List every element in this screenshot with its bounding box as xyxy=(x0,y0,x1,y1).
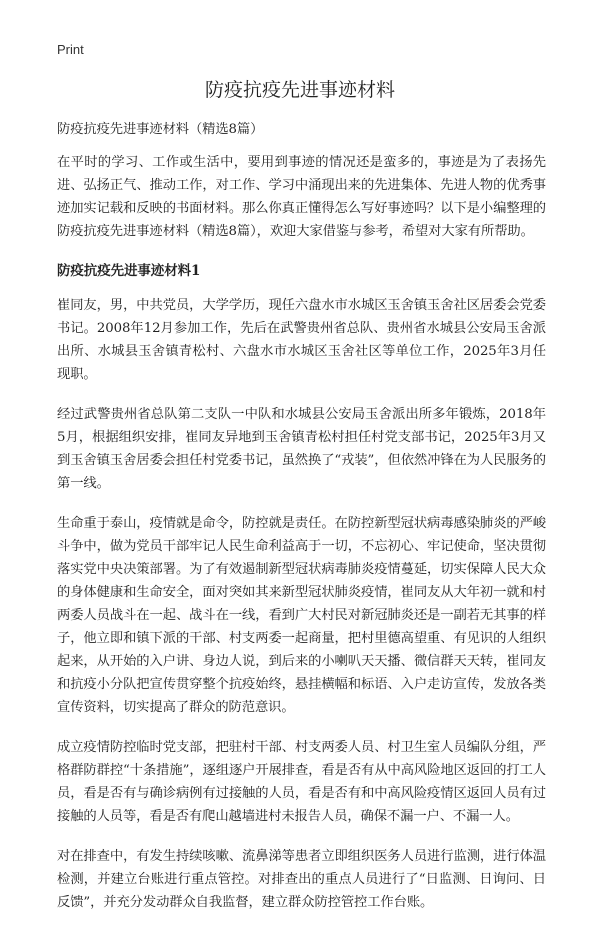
body-paragraph: 经过武警贵州省总队第二支队一中队和水城县公安局玉舍派出所多年锻炼，2018年5月，根据组织安排，崔同友异地到玉舍镇青松村担任村党支部书记，2025年3月又到玉舍镇玉舍居委会担任村党委书记，虽然换了“戎装”，但依然冲锋在为人民服务的第一线。 xyxy=(57,407,546,491)
body-paragraph: 成立疫情防控临时党支部，把驻村干部、村支两委人员、村卫生室人员编队分组，严格群防群控“十条措施”，逐组逐户开展排查，看是否有从中高风险地区返回的打工人员，看是否有与确诊病例有过接触的人员，看是否有和中高风险疫情区返回人员有过接触的人员等，看是否有爬山越墙进村未报告人员，确保不漏一户、不漏一人。 xyxy=(57,740,546,824)
article-subtitle: 防疫抗疫先进事迹材料（精选8篇） xyxy=(57,122,264,137)
section-heading: 防疫抗疫先进事迹材料1 xyxy=(57,263,201,279)
page-title: 防疫抗疫先进事迹材料 xyxy=(204,79,395,101)
article-body xyxy=(57,118,546,931)
body-paragraph: 对在排查中，有发生持续咳嗽、流鼻涕等患者立即组织医务人员进行监测，进行体温检测，并建立台账进行重点管控。对排查出的重点人员进行了“日监测、日询问、日反馈”，并充分发动群众自我监督，建立群众防控管控工作台账。 xyxy=(57,849,546,910)
body-paragraph: 生命重于泰山，疫情就是命令，防控就是责任。在防控新型冠状病毒感染肺炎的严峻斗争中，做为党员干部牢记人民生命利益高于一切，不忘初心、牢记使命，坚决贯彻落实党中央决策部署。为了有效遏制新型冠状病毒肺炎疫情蔓延，切实保障人民大众的身体健康和生命安全，面对突如其来新型冠状肺炎疫情，崔同友从大年初一就和村两委人员战斗在一起、战斗在一线，看到广大村民对新冠肺炎还是一副若无其事的样子，他立即和镇下派的干部、村支两委一起商量，把村里德高望重、有见识的人组织起来，从开始的入户讲、身边人说，到后来的小喇叭天天播、微信群天天转，崔同友和抗疫小分队把宣传贯穿整个抗疫始终，悬挂横幅和标语、入户走访宣传，发放各类宣传资料，切实提高了群众的防范意识。 xyxy=(57,516,546,715)
intro-paragraph: 在平时的学习、工作或生活中，要用到事迹的情况还是蛮多的，事迹是为了表扬先进、弘扬正气、推动工作，对工作、学习中涌现出来的先进集体、先进人物的优秀事迹加实记载和反映的书面材料。那么你真正懂得怎么写好事迹吗？以下是小编整理的防疫抗疫先进事迹材料（精选8篇），欢迎大家借鉴与参考，希望对大家有所帮助。 xyxy=(57,155,546,239)
print-link[interactable]: Print xyxy=(57,42,84,57)
body-paragraph: 崔同友，男，中共党员，大学学历，现任六盘水市水城区玉舍镇玉舍社区居委会党委书记。2008年12月参加工作，先后在武警贵州省总队、贵州省水城县公安局玉舍派出所、水城县玉舍镇青松村、六盘水市水城区玉舍社区等单位工作，2025年3月任现职。 xyxy=(57,298,546,382)
